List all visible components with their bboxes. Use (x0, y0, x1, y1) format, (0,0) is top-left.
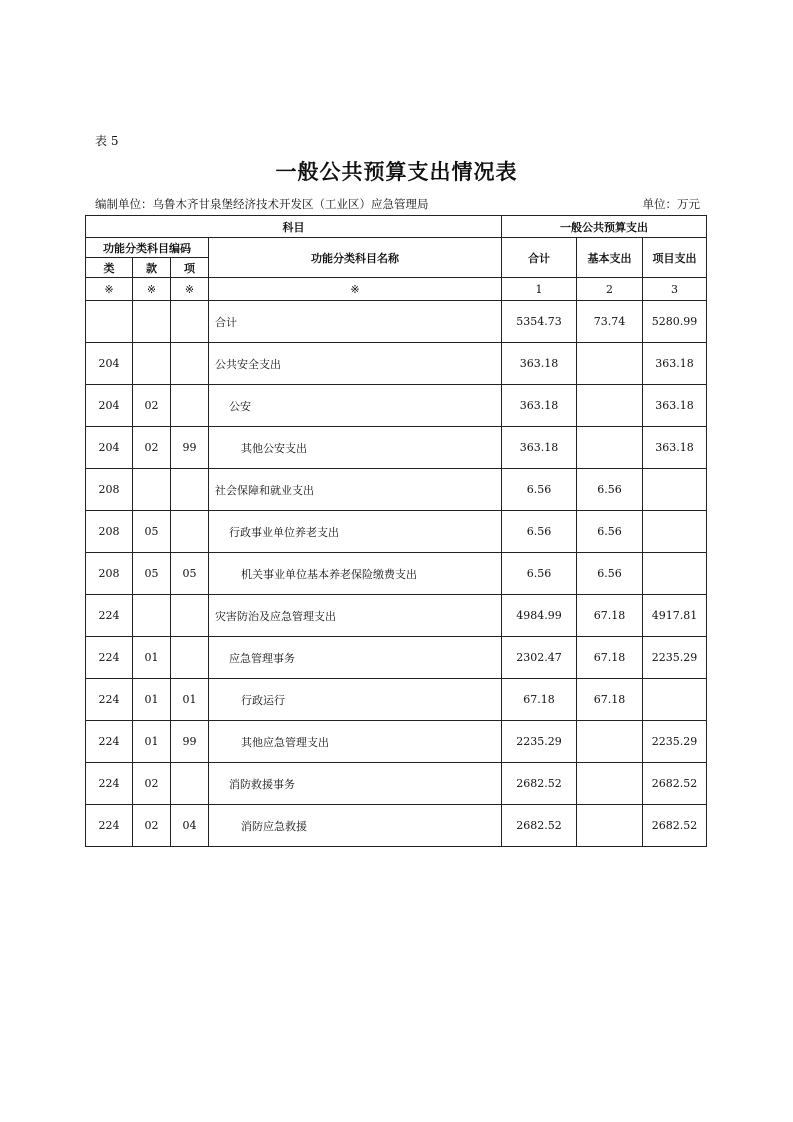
xiang-cell (171, 637, 209, 679)
symbol-cell: ※ (133, 278, 171, 301)
table-number: 表 5 (95, 134, 119, 148)
subject-name-cell: 公安 (209, 385, 502, 427)
kuan-cell: 01 (133, 679, 171, 721)
xiang-cell: 04 (171, 805, 209, 847)
basic-cell: 67.18 (577, 637, 643, 679)
subject-name-cell: 消防救援事务 (209, 763, 502, 805)
basic-cell: 67.18 (577, 679, 643, 721)
xiang-cell (171, 385, 209, 427)
lei-cell: 224 (86, 595, 133, 637)
total-cell: 6.56 (502, 553, 577, 595)
column-number: 1 (502, 278, 577, 301)
xiang-cell (171, 301, 209, 343)
kuan-cell: 05 (133, 511, 171, 553)
table-row (86, 721, 707, 763)
subject-name-cell: 应急管理事务 (209, 637, 502, 679)
symbol-cell: ※ (209, 278, 502, 301)
kuan-cell: 02 (133, 385, 171, 427)
project-cell (643, 679, 707, 721)
kuan-cell (133, 301, 171, 343)
lei-cell (86, 301, 133, 343)
basic-cell (577, 385, 643, 427)
lei-cell: 224 (86, 805, 133, 847)
project-cell: 363.18 (643, 427, 707, 469)
kuan-cell: 01 (133, 637, 171, 679)
total-cell: 2302.47 (502, 637, 577, 679)
symbol-cell: ※ (86, 278, 133, 301)
xiang-header: 项 (171, 258, 209, 278)
lei-cell: 208 (86, 469, 133, 511)
xiang-cell: 99 (171, 721, 209, 763)
page-title: 一般公共预算支出情况表 (275, 160, 518, 184)
kuan-cell: 01 (133, 721, 171, 763)
total-cell: 5354.73 (502, 301, 577, 343)
subject-name-cell: 消防应急救援 (209, 805, 502, 847)
basic-cell: 6.56 (577, 553, 643, 595)
basic-cell (577, 343, 643, 385)
project-header: 项目支出 (643, 238, 707, 278)
table-row (86, 679, 707, 721)
total-cell: 363.18 (502, 385, 577, 427)
total-header: 合计 (502, 238, 577, 278)
total-cell: 6.56 (502, 511, 577, 553)
xiang-cell: 05 (171, 553, 209, 595)
subject-name-cell: 行政运行 (209, 679, 502, 721)
lei-cell: 208 (86, 511, 133, 553)
xiang-cell (171, 763, 209, 805)
kuan-cell: 05 (133, 553, 171, 595)
xiang-cell (171, 469, 209, 511)
table-row (86, 385, 707, 427)
table-row (86, 553, 707, 595)
column-number: 3 (643, 278, 707, 301)
project-cell: 4917.81 (643, 595, 707, 637)
total-cell: 363.18 (502, 343, 577, 385)
kuan-cell: 02 (133, 763, 171, 805)
basic-cell: 67.18 (577, 595, 643, 637)
table-row (86, 595, 707, 637)
project-cell: 2682.52 (643, 805, 707, 847)
project-cell: 2235.29 (643, 637, 707, 679)
meta-row (95, 196, 700, 212)
total-cell: 6.56 (502, 469, 577, 511)
total-cell: 363.18 (502, 427, 577, 469)
kuan-cell (133, 469, 171, 511)
total-cell: 2682.52 (502, 805, 577, 847)
total-cell: 2235.29 (502, 721, 577, 763)
subject-name-cell: 灾害防治及应急管理支出 (209, 595, 502, 637)
subject-name-cell: 公共安全支出 (209, 343, 502, 385)
subject-name-cell: 社会保障和就业支出 (209, 469, 502, 511)
table-row (86, 763, 707, 805)
subject-name-cell: 其他公安支出 (209, 427, 502, 469)
currency-unit: 单位：万元 (642, 197, 700, 211)
xiang-cell (171, 511, 209, 553)
table-row (86, 343, 707, 385)
lei-cell: 224 (86, 637, 133, 679)
subject-name-cell: 合计 (209, 301, 502, 343)
basic-cell (577, 427, 643, 469)
project-cell: 5280.99 (643, 301, 707, 343)
xiang-cell: 99 (171, 427, 209, 469)
lei-cell: 204 (86, 385, 133, 427)
basic-cell: 73.74 (577, 301, 643, 343)
basic-cell: 6.56 (577, 511, 643, 553)
total-cell: 2682.52 (502, 763, 577, 805)
symbol-row (86, 278, 707, 301)
kuan-cell: 02 (133, 427, 171, 469)
name-header: 功能分类科目名称 (209, 238, 502, 278)
project-cell: 363.18 (643, 385, 707, 427)
compiling-unit: 编制单位：乌鲁木齐甘泉堡经济技术开发区（工业区）应急管理局 (95, 197, 429, 211)
kuan-cell (133, 343, 171, 385)
lei-cell: 224 (86, 679, 133, 721)
project-cell: 2235.29 (643, 721, 707, 763)
table-row (86, 469, 707, 511)
subject-name-cell: 机关事业单位基本养老保险缴费支出 (209, 553, 502, 595)
basic-cell (577, 721, 643, 763)
lei-cell: 204 (86, 343, 133, 385)
header-row-1 (86, 216, 707, 238)
lei-cell: 224 (86, 763, 133, 805)
basic-header: 基本支出 (577, 238, 643, 278)
xiang-cell (171, 595, 209, 637)
table-row (86, 301, 707, 343)
table-row (86, 511, 707, 553)
subject-name-cell: 其他应急管理支出 (209, 721, 502, 763)
kuan-header: 款 (133, 258, 171, 278)
lei-cell: 204 (86, 427, 133, 469)
kuan-cell (133, 595, 171, 637)
project-cell: 363.18 (643, 343, 707, 385)
total-cell: 67.18 (502, 679, 577, 721)
project-cell (643, 511, 707, 553)
table-row (86, 637, 707, 679)
lei-cell: 224 (86, 721, 133, 763)
total-cell: 4984.99 (502, 595, 577, 637)
budget-expenditure-table (85, 215, 707, 847)
basic-cell (577, 763, 643, 805)
xiang-cell: 01 (171, 679, 209, 721)
header-row-2 (86, 238, 707, 258)
basic-cell (577, 805, 643, 847)
column-number: 2 (577, 278, 643, 301)
table-row (86, 805, 707, 847)
xiang-cell (171, 343, 209, 385)
lei-cell: 208 (86, 553, 133, 595)
basic-cell: 6.56 (577, 469, 643, 511)
lei-header: 类 (86, 258, 133, 278)
symbol-cell: ※ (171, 278, 209, 301)
project-cell (643, 553, 707, 595)
subject-header: 科目 (86, 216, 502, 238)
subject-name-cell: 行政事业单位养老支出 (209, 511, 502, 553)
kuan-cell: 02 (133, 805, 171, 847)
code-header: 功能分类科目编码 (86, 238, 209, 258)
project-cell (643, 469, 707, 511)
budget-header: 一般公共预算支出 (502, 216, 707, 238)
project-cell: 2682.52 (643, 763, 707, 805)
table-row (86, 427, 707, 469)
